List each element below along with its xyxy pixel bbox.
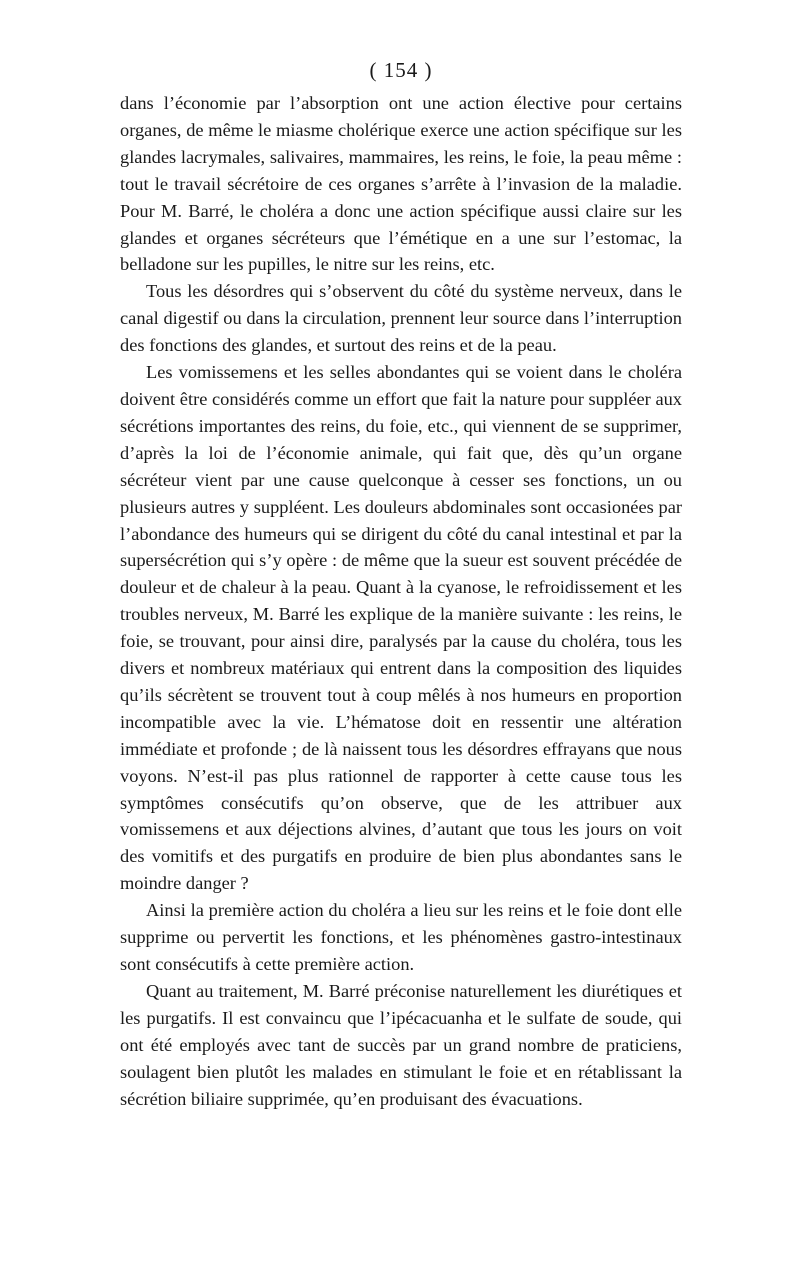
- book-page: [120, 56, 682, 1112]
- paragraph-1: dans l’économie par l’absorption ont une action élective pour certains organes, de même le miasme cholérique exerce une action spécifique sur les glandes lacrymales, salivaires, mammaires, les reins, le foie, la peau même : tout le travail sécrétoire de ces organes s’arrête à l’invasion de la maladie. Pour M. Barré, le choléra a donc une action spécifique aussi claire sur les glandes et organes sécréteurs que l’émétique en a une sur l’estomac, la belladone sur les pupilles, le nitre sur les reins, etc.: [120, 93, 682, 275]
- paragraph-5: Quant au traitement, M. Barré préconise naturellement les diurétiques et les purgatifs. Il est convaincu que l’ipécacuanha et le sulfate de soude, qui ont été employés avec tant de succès par un grand nombre de praticiens, soulagent bien plutôt les malades en stimulant le foie et en rétablissant la sécrétion biliaire supprimée, qu’en produisant des évacuations.: [120, 980, 682, 1109]
- paragraph-4: Ainsi la première action du choléra a lieu sur les reins et le foie dont elle supprime ou pervertit les fonctions, et les phénomènes gastro-intestinaux sont consécutifs à cette première action.: [120, 900, 682, 974]
- paragraph-2: Tous les désordres qui s’observent du côté du système nerveux, dans le canal digestif ou dans la circulation, prennent leur source dans l’interruption des fonctions des glandes, et surtout des reins et de la peau.: [120, 281, 682, 356]
- page-number: ( 154 ): [369, 58, 433, 82]
- paragraph-3: Les vomissemens et les selles abondantes qui se voient dans le choléra doivent être considérés comme un effort que fait la nature pour suppléer aux sécrétions importantes des reins, du foie, etc., qui viennent de se supprimer, d’après la loi de l’économie animale, qui fait que, dès qu’un organe sécréteur vient par une cause quelconque à cesser ses fonctions, un ou plusieurs autres y suppléent. Les douleurs abdominales sont occasionées par l’abondance des humeurs qui se dirigent du côté du canal intestinal et par la supersécrétion qui s’y opère : de même que la sueur est souvent précédée de douleur et de chaleur à la peau. Quant à la cyanose, le refroidissement et les troubles nerveux, M. Barré les explique de la manière suivante : les reins, le foie, se trouvant, pour ainsi dire, paralysés par la cause du choléra, tous les divers et nombreux matériaux qui entrent dans la composition des liquides qu’ils sécrètent se trouvent tout à coup mêlés à nos humeurs en proportion incompatible avec la vie. L’hématose doit en ressentir une altération immédiate et profonde ; de là naissent tous les désordres effrayans que nous voyons. N’est-il pas plus rationnel de rapporter à cette cause tous les symptômes consécutifs qu’on observe, que de les attribuer aux vomissemens et aux déjections alvines, d’autant que tous les jours on voit des vomitifs et des purgatifs en produire de bien plus abondantes sans le moindre danger ?: [120, 362, 682, 894]
